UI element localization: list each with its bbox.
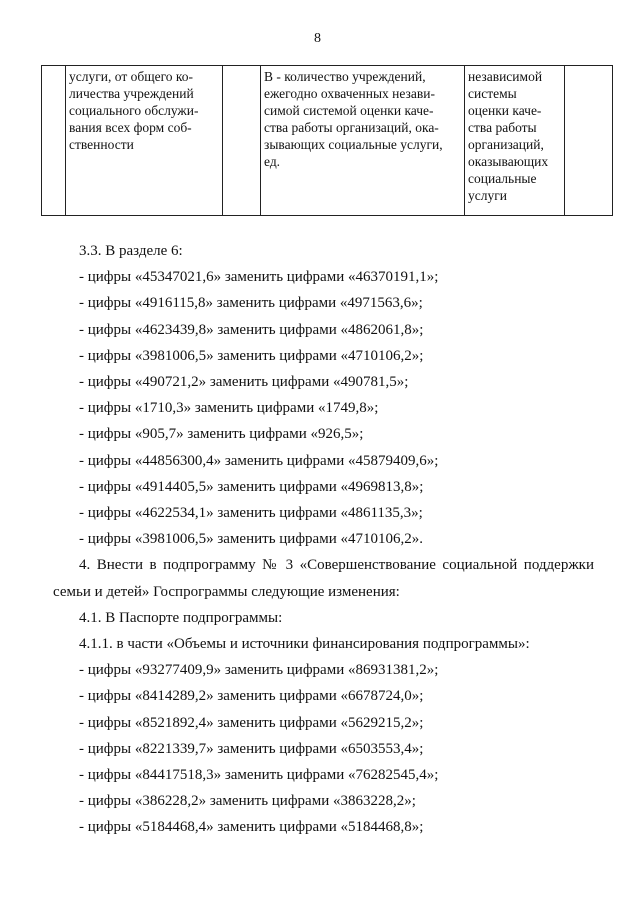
document-body xyxy=(53,238,594,841)
list-item: - цифры «44856300,4» заменить цифрами «45879409,6»; xyxy=(79,452,439,469)
section-3-3-heading: 3.3. В разделе 6: xyxy=(79,243,183,259)
list-item: - цифры «93277409,9» заменить цифрами «86931381,2»; xyxy=(79,662,439,679)
list-item: - цифры «3981006,5» заменить цифрами «4710106,2». xyxy=(79,531,423,548)
list-item: - цифры «386228,2» заменить цифрами «3863228,2»; xyxy=(79,793,416,810)
list-item: - цифры «84417518,3» заменить цифрами «76282545,4»; xyxy=(79,767,439,784)
table-cell-indicator: услуги, от общего ко- личества учреждений социального обслужи- вания всех форм соб- ственности xyxy=(66,66,223,216)
table-cell-extra xyxy=(565,66,613,216)
point-4-paragraph: 4. Внести в подпрограмму № 3 «Совершенствование социальной поддержки семьи и детей» Госпрограммы следующие изменения: xyxy=(53,557,594,600)
table-cell-number xyxy=(42,66,66,216)
list-item: - цифры «4623439,8» заменить цифрами «4862061,8»; xyxy=(79,321,424,338)
list-item: - цифры «8221339,7» заменить цифрами «6503553,4»; xyxy=(79,740,424,757)
list-item: - цифры «4914405,5» заменить цифрами «4969813,8»; xyxy=(79,478,424,495)
list-item: - цифры «905,7» заменить цифрами «926,5»; xyxy=(79,426,364,443)
list-item: - цифры «45347021,6» заменить цифрами «46370191,1»; xyxy=(79,269,439,286)
list-item: - цифры «8521892,4» заменить цифрами «5629215,2»; xyxy=(79,714,424,731)
list-item: - цифры «4916115,8» заменить цифрами «4971563,6»; xyxy=(79,295,423,312)
point-4-1-heading: 4.1. В Паспорте подпрограммы: xyxy=(79,609,283,626)
table-cell-formula: В - количество учреждений, ежегодно охваченных незави- симой системой оценки каче- ства работы организаций, ока- зывающих социальные услуги, ед. xyxy=(261,66,465,216)
table-cell-unit xyxy=(223,66,261,216)
list-item: - цифры «3981006,5» заменить цифрами «4710106,2»; xyxy=(79,347,424,364)
list-item: - цифры «8414289,2» заменить цифрами «6678724,0»; xyxy=(79,688,424,705)
point-4-1-1-heading: 4.1.1. в части «Объемы и источники финансирования подпрограммы»: xyxy=(79,636,530,653)
table-cell-source: независимой системы оценки каче- ства работы организаций, оказывающих социальные услуги xyxy=(465,66,565,216)
continuation-table xyxy=(41,65,613,216)
list-item: - цифры «5184468,4» заменить цифрами «5184468,8»; xyxy=(79,819,424,836)
list-item: - цифры «4622534,1» заменить цифрами «4861135,3»; xyxy=(79,505,423,522)
table-row xyxy=(42,66,613,216)
page-number: 8 xyxy=(314,31,321,46)
list-item: - цифры «490721,2» заменить цифрами «490781,5»; xyxy=(79,374,409,391)
list-item: - цифры «1710,3» заменить цифрами «1749,8»; xyxy=(79,400,379,417)
